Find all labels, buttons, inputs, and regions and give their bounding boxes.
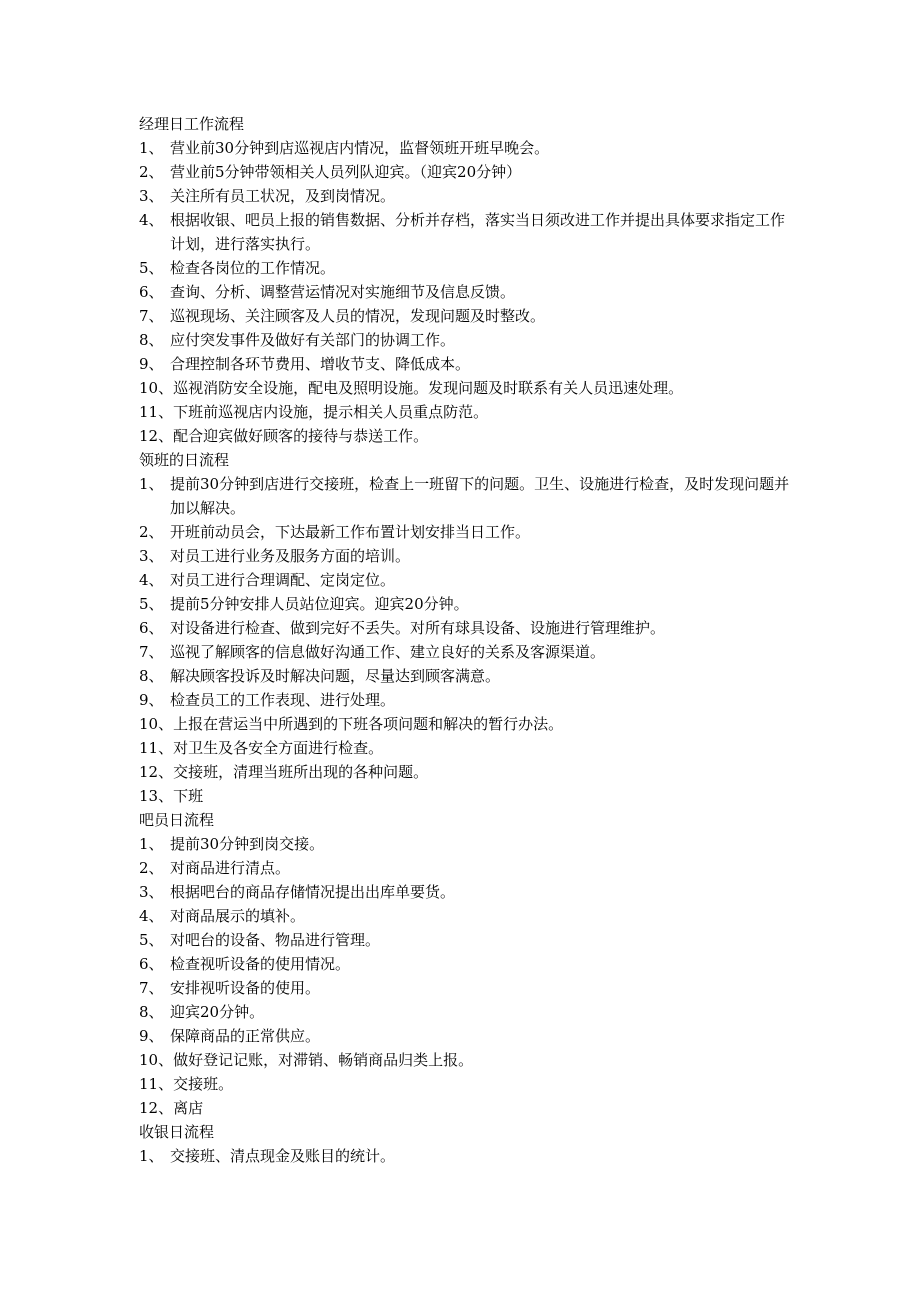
list-item: [139, 160, 799, 184]
list-item-number: 1、: [139, 1147, 164, 1165]
list-item-text: 交接班，清理当班所出现的各种问题。: [173, 763, 429, 781]
list-item: [139, 856, 799, 880]
list-item-number: 4、: [139, 211, 164, 229]
list-item-number: 3、: [139, 883, 164, 901]
list-item-text: 对卫生及各安全方面进行检查。: [173, 739, 384, 757]
list-item: [139, 736, 799, 760]
list-item-number: 3、: [139, 547, 164, 565]
document-body: [139, 112, 799, 1168]
numbered-list: [139, 472, 799, 808]
list-item-text: 对员工进行业务及服务方面的培训。: [170, 547, 411, 565]
list-item-text: 下班: [173, 787, 204, 805]
list-item-number: 12、: [139, 427, 174, 445]
list-item-text: 提前30分钟到店进行交接班，检查上一班留下的问题。卫生、设施进行检查，及时发现问题并加以解决。: [170, 475, 790, 517]
list-item: [139, 568, 799, 592]
list-item-text: 保障商品的正常供应。: [170, 1027, 321, 1045]
list-item-text: 查询、分析、调整营运情况对实施细节及信息反馈。: [170, 283, 516, 301]
list-item-number: 10、: [139, 1051, 174, 1069]
list-item: [139, 712, 799, 736]
list-item: [139, 832, 799, 856]
list-item-text: 对设备进行检查、做到完好不丢失。对所有球具设备、设施进行管理维护。: [170, 619, 666, 637]
list-item: [139, 256, 799, 280]
list-item: [139, 904, 799, 928]
list-item-number: 4、: [139, 907, 164, 925]
list-item-number: 4、: [139, 571, 164, 589]
list-item: [139, 520, 799, 544]
list-item: [139, 304, 799, 328]
list-item-number: 2、: [139, 523, 164, 541]
list-item-text: 合理控制各环节费用、增收节支、降低成本。: [170, 355, 471, 373]
section-title: 领班的日流程: [139, 451, 230, 469]
section-title: 吧员日流程: [139, 811, 215, 829]
list-item-number: 2、: [139, 859, 164, 877]
list-item: [139, 1072, 799, 1096]
list-item-text: 上报在营运当中所遇到的下班各项问题和解决的暂行办法。: [173, 715, 564, 733]
list-item-text: 巡视了解顾客的信息做好沟通工作、建立良好的关系及客源渠道。: [170, 643, 606, 661]
list-item-number: 8、: [139, 667, 164, 685]
list-item-number: 3、: [139, 187, 164, 205]
list-item-number: 11、: [139, 403, 174, 421]
list-item: [139, 208, 799, 256]
list-item-text: 检查员工的工作表现、进行处理。: [170, 691, 396, 709]
list-item-number: 9、: [139, 355, 164, 373]
list-item-text: 离店: [173, 1099, 204, 1117]
list-item: [139, 664, 799, 688]
list-item: [139, 1096, 799, 1120]
list-item-number: 6、: [139, 619, 164, 637]
list-item: [139, 1000, 799, 1024]
list-item: [139, 592, 799, 616]
list-item: [139, 184, 799, 208]
list-item-number: 11、: [139, 739, 174, 757]
list-item: [139, 880, 799, 904]
list-item-number: 5、: [139, 931, 164, 949]
list-item-text: 巡视现场、关注顾客及人员的情况，发现问题及时整改。: [170, 307, 546, 325]
list-item-number: 10、: [139, 715, 174, 733]
list-item: [139, 328, 799, 352]
list-item-text: 营业前5分钟带领相关人员列队迎宾。（迎宾20分钟）: [170, 163, 522, 181]
list-item-number: 9、: [139, 691, 164, 709]
list-item-number: 5、: [139, 595, 164, 613]
list-item-text: 交接班。: [173, 1075, 234, 1093]
list-item-text: 对商品进行清点。: [170, 859, 291, 877]
list-item-text: 检查各岗位的工作情况。: [170, 259, 336, 277]
list-item-number: 7、: [139, 643, 164, 661]
list-item: [139, 976, 799, 1000]
list-item-text: 安排视听设备的使用。: [170, 979, 321, 997]
list-item: [139, 688, 799, 712]
list-item-number: 12、: [139, 763, 174, 781]
list-item-number: 5、: [139, 259, 164, 277]
list-item-number: 12、: [139, 1099, 174, 1117]
list-item-text: 解决顾客投诉及时解决问题，尽量达到顾客满意。: [170, 667, 501, 685]
list-item-text: 提前30分钟到岗交接。: [170, 835, 325, 853]
list-item-number: 1、: [139, 475, 164, 493]
list-item: [139, 1144, 799, 1168]
list-item-number: 1、: [139, 139, 164, 157]
list-item: [139, 616, 799, 640]
list-item-text: 交接班、清点现金及账目的统计。: [170, 1147, 396, 1165]
list-item: [139, 352, 799, 376]
list-item-text: 巡视消防安全设施，配电及照明设施。发现问题及时联系有关人员迅速处理。: [173, 379, 684, 397]
list-item: [139, 280, 799, 304]
list-item: [139, 136, 799, 160]
list-item-text: 开班前动员会，下达最新工作布置计划安排当日工作。: [170, 523, 531, 541]
list-item-number: 6、: [139, 955, 164, 973]
section-title: 收银日流程: [139, 1123, 215, 1141]
list-item: [139, 640, 799, 664]
list-item-number: 2、: [139, 163, 164, 181]
list-item-number: 7、: [139, 979, 164, 997]
numbered-list: [139, 832, 799, 1120]
list-item: [139, 1048, 799, 1072]
list-item-text: 迎宾20分钟。: [170, 1003, 265, 1021]
list-item-text: 应付突发事件及做好有关部门的协调工作。: [170, 331, 456, 349]
list-item-text: 根据吧台的商品存储情况提出出库单要货。: [170, 883, 456, 901]
list-item: [139, 760, 799, 784]
list-item: [139, 1024, 799, 1048]
list-item-text: 提前5分钟安排人员站位迎宾。迎宾20分钟。: [170, 595, 469, 613]
numbered-list: [139, 136, 799, 448]
list-item-text: 对员工进行合理调配、定岗定位。: [170, 571, 396, 589]
list-item: [139, 544, 799, 568]
list-item-number: 8、: [139, 331, 164, 349]
list-item-text: 根据收银、吧员上报的销售数据、分析并存档，落实当日须改进工作并提出具体要求指定工作计划，进行落实执行。: [170, 211, 786, 253]
section-title: 经理日工作流程: [139, 115, 245, 133]
list-item: [139, 928, 799, 952]
list-item: [139, 376, 799, 400]
list-item-text: 对吧台的设备、物品进行管理。: [170, 931, 381, 949]
list-item-number: 7、: [139, 307, 164, 325]
list-item-number: 6、: [139, 283, 164, 301]
list-item-number: 9、: [139, 1027, 164, 1045]
list-item-text: 下班前巡视店内设施，提示相关人员重点防范。: [173, 403, 489, 421]
list-item-number: 8、: [139, 1003, 164, 1021]
list-item-text: 对商品展示的填补。: [170, 907, 306, 925]
list-item: [139, 424, 799, 448]
list-item-text: 做好登记记账，对滞销、畅销商品归类上报。: [173, 1051, 474, 1069]
list-item-number: 11、: [139, 1075, 174, 1093]
list-item: [139, 472, 799, 520]
list-item: [139, 400, 799, 424]
list-item-text: 检查视听设备的使用情况。: [170, 955, 351, 973]
list-item-number: 13、: [139, 787, 174, 805]
list-item: [139, 784, 799, 808]
list-item-number: 10、: [139, 379, 174, 397]
list-item: [139, 952, 799, 976]
numbered-list: [139, 1144, 799, 1168]
list-item-number: 1、: [139, 835, 164, 853]
list-item-text: 配合迎宾做好顾客的接待与恭送工作。: [173, 427, 429, 445]
list-item-text: 营业前30分钟到店巡视店内情况，监督领班开班早晚会。: [170, 139, 550, 157]
list-item-text: 关注所有员工状况，及到岗情况。: [170, 187, 396, 205]
